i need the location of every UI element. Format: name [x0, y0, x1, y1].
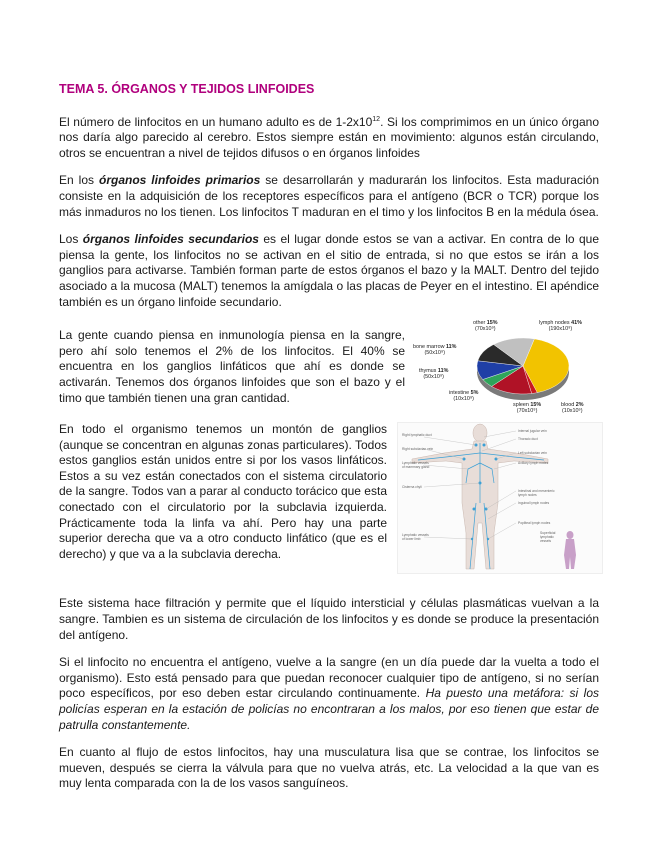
body-label-inset: Superficial lymphatic vessels [540, 531, 556, 544]
body-label: Cisterna chyli [402, 485, 422, 490]
pie-label-bone-marrow: bone marrow 11% (50x10⁹) [413, 344, 457, 357]
secondary-organs-paragraph: Los órganos linfoides secundarios es el lugar donde estos se van a activar. En contra de lo que piensa la gente, los linfocitos no se activan en el sitio de entrada, si no que estos se irán a los ganglios para activarse. También forman parte de estos órganos el bazo y la MALT. Dentro del tejido asociado a la mucosa (MALT) tenemos la amígdala o las placas de Peyer en el intestino. El apéndice también es un órgano linfoide secundario. [59, 232, 599, 309]
pie-label-other: other 15% (70x10⁹) [473, 320, 498, 333]
body-label: Internal jugular vein [518, 429, 547, 434]
term-primary: órganos linfoides primarios [98, 173, 261, 188]
lymphocyte-distribution-pie-chart [413, 320, 601, 416]
body-label: Thoracic duct [518, 437, 538, 442]
body-label: Lymphatic vessels of mammary gland [402, 461, 430, 470]
blood-paragraph: La gente cuando piensa en inmunología piensa en la sangre, pero ahí solo tenemos el 2% de los linfocitos. El 40% se encuentra en los ganglios linfáticos que ahí es donde se activarán. Tenemos dos órganos linfoides que son el bazo y el timo que también tienen una gran cantidad. [59, 328, 405, 405]
body-label: Lymphatic vessels of lower limb [402, 533, 429, 542]
lymphatic-system-figure [397, 422, 603, 574]
body-label: Intestinal and mesenteric lymph nodes [518, 489, 555, 498]
circulate-paragraph: Si el linfocito no encuentra el antígeno, vuelve a la sangre (en un día puede dar la vuelta a todo el organismo). Esto está pensado para que puedan reconocer cualquier tipo de antígeno, si no serían poco específicos, por eso deben estar circulando continuamente. Ha puesto una metáfora: si los policías esperan en la estación de policías no encontraran a los malos, por eso tienen que estar de patrulla constantemente. [59, 655, 599, 732]
body-label: Axillary lymph nodes [518, 461, 549, 466]
pie-label-spleen: spleen 15% (70x10⁹) [513, 402, 542, 415]
pie-label-lymph-nodes: lymph nodes 41% (190x10⁹) [539, 320, 582, 333]
metaphor-text: Ha puesto una metáfora: si los policías esperan en la estación de policías no encontraran a los malos, por eso tienen que estar de patrulla constantemente. [59, 686, 599, 732]
ganglia-paragraph: En todo el organismo tenemos un montón de ganglios (aunque se concentran en algunas zonas particulares). Todos estos ganglios están unidos entre si por los vasos linfáticos. Estos a su vez están conectados con el sistema circulatorio de la sangre. Todos van a parar al conducto torácico que esta conectado con el circulatorio por la subclavia izquierda. Prácticamente toda la linfa va ahí. Pero hay una parte superior derecha que va a otro conducto linfático (que es el derecho) y que va a la subclavia derecha. [59, 422, 387, 561]
filter-paragraph: Este sistema hace filtración y permite que el líquido intersticial y células plasmáticas vuelvan a la sangre. Tambien es un sistema de circulación de los linfocitos y es donde se produce la presentación del antígeno. [59, 596, 599, 642]
page-title: TEMA 5. ÓRGANOS Y TEJIDOS LINFOIDES [59, 82, 315, 96]
document-page [59, 82, 599, 804]
term-secondary: órganos linfoides secundarios [82, 232, 259, 247]
body-label: Left subclavian vein [518, 451, 547, 456]
lymphatic-body-illustration [398, 423, 602, 573]
pie-label-blood: blood 2% (10x10⁹) [561, 402, 584, 415]
pie-label-thymus: thymus 11% (50x10⁹) [419, 368, 449, 381]
body-label: Right subclavian vein [402, 447, 434, 452]
body-label: Inguinal lymph nodes [518, 501, 550, 506]
pie-label-intestine: intestine 5% (10x10⁹) [449, 390, 479, 403]
body-label: Right lymphatic duct [402, 433, 432, 438]
body-label: Popliteal lymph nodes [518, 521, 551, 526]
primary-organs-paragraph: En los órganos linfoides primarios se desarrollarán y madurarán los linfocitos. Esta maduración consiste en la adquisición de los receptores específicos para el antígeno (BCR o TCR) porque los más inmaduros no los tienen. Los linfocitos T maduran en el timo y los linfocitos B en la médula ósea. [59, 173, 599, 219]
flow-paragraph: En cuanto al flujo de estos linfocitos, hay una musculatura lisa que se contrae, los linfocitos se mueven, después se cierra la válvula para que no vuelva atrás, etc. La velocidad a la que van es muy lenta comparada con la de los vasos sanguíneos. [59, 745, 599, 791]
intro-paragraph: El número de linfocitos en un humano adulto es de $1-2x10^{12}$. Si los comprimimos en un único órgano nos daría algo parecido al cerebro. Estos siempre están en movimiento: algunos están circulando, otros se encuentran a nivel de tejidos difusos o en órganos linfoides [59, 114, 599, 160]
